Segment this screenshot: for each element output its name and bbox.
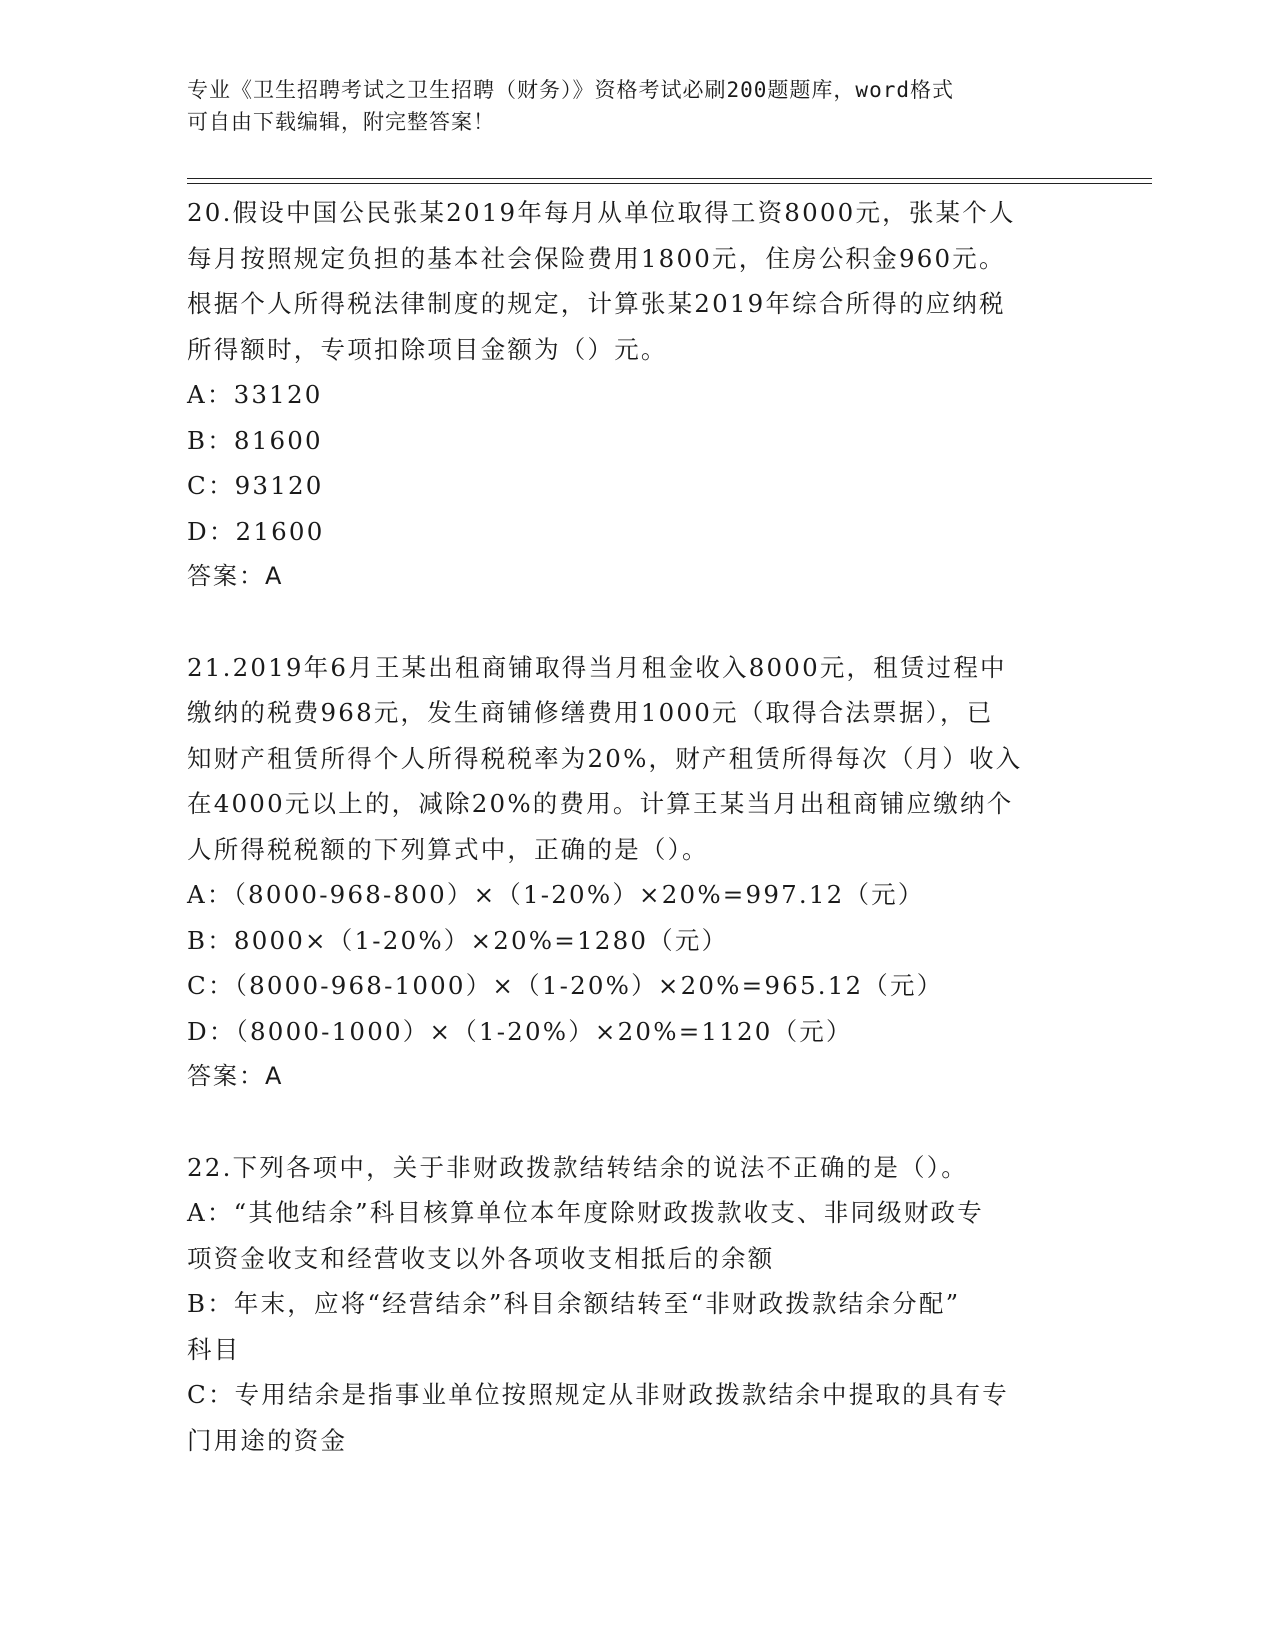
option-a-line-1: A：“其他结余”科目核算单位本年度除财政拨款收支、非同级财政专 bbox=[187, 1198, 984, 1227]
option-c: C：（8000-968-1000）×（1-20%）×20%=965.12（元） bbox=[187, 971, 944, 1000]
option-b-line-1: B：年末，应将“经营结余”科目余额结转至“非财政拨款结余分配” bbox=[187, 1289, 961, 1318]
option-b-line-2: 科目 bbox=[187, 1334, 241, 1364]
question-21 bbox=[187, 645, 1087, 1100]
question-text-line: 根据个人所得税法律制度的规定，计算张某2019年综合所得的应纳税 bbox=[187, 289, 1006, 318]
question-text-line: 缴纳的税费968元，发生商铺修缮费用1000元（取得合法票据），已 bbox=[187, 698, 994, 727]
header-line-1: 专业《卫生招聘考试之卫生招聘（财务）》资格考试必刷200题题库，word格式 bbox=[187, 78, 954, 102]
question-text-line: 人所得税税额的下列算式中，正确的是（）。 bbox=[187, 834, 709, 864]
option-d: D：21600 bbox=[187, 516, 325, 546]
question-20 bbox=[187, 190, 1087, 600]
question-list bbox=[187, 190, 1087, 1463]
question-text-line: 21.2019年6月王某出租商铺取得当月租金收入8000元，租赁过程中 bbox=[187, 652, 1007, 682]
option-b: B：81600 bbox=[187, 425, 323, 455]
option-d: D：（8000-1000）×（1-20%）×20%=1120（元） bbox=[187, 1016, 853, 1046]
option-a: A：33120 bbox=[187, 380, 323, 409]
option-c-line-2: 门用途的资金 bbox=[187, 1425, 348, 1455]
question-text-line: 20.假设中国公民张某2019年每月从单位取得工资8000元，张某个人 bbox=[187, 198, 1016, 227]
answer-label: 答案：A bbox=[187, 562, 284, 590]
header-rule-top bbox=[187, 178, 1152, 179]
answer-label: 答案：A bbox=[187, 1062, 284, 1090]
question-text-line: 在4000元以上的，减除20%的费用。计算王某当月出租商铺应缴纳个 bbox=[187, 789, 1014, 818]
option-b: B：8000×（1-20%）×20%=1280（元） bbox=[187, 925, 729, 955]
document-header bbox=[187, 74, 1067, 138]
question-22 bbox=[187, 1145, 1087, 1464]
question-text-line: 每月按照规定负担的基本社会保险费用1800元，住房公积金960元。 bbox=[187, 243, 1006, 273]
spacer bbox=[187, 600, 1087, 645]
header-rule-bottom bbox=[187, 183, 1152, 184]
option-a-line-2: 项资金收支和经营收支以外各项收支相抵后的余额 bbox=[187, 1243, 775, 1273]
option-c: C：93120 bbox=[187, 471, 324, 500]
header-line-2: 可自由下载编辑，附完整答案！ bbox=[187, 110, 495, 134]
question-text-line: 知财产租赁所得个人所得税税率为20%，财产租赁所得每次（月）收入 bbox=[187, 743, 1023, 773]
spacer bbox=[187, 1100, 1087, 1145]
option-c-line-1: C：专用结余是指事业单位按照规定从非财政拨款结余中提取的具有专 bbox=[187, 1380, 1009, 1409]
option-a: A：（8000-968-800）×（1-20%）×20%=997.12（元） bbox=[187, 880, 925, 909]
question-text-line: 22.下列各项中，关于非财政拨款结转结余的说法不正确的是（）。 bbox=[187, 1152, 968, 1182]
question-text-line: 所得额时，专项扣除项目金额为（）元。 bbox=[187, 334, 668, 364]
